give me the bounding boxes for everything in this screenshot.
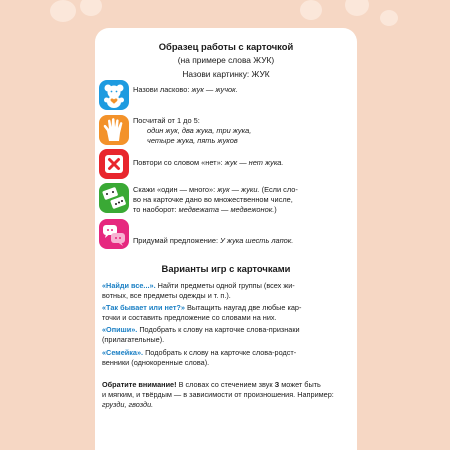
step4-line3-label: то наоборот: — [133, 205, 177, 214]
game-describe-text1: Подобрать к слову на карточке слова-признаки — [139, 325, 300, 334]
game-family-text2: венники (однокоренные слова). — [102, 358, 210, 368]
game-family-text1: Подобрать к слову на карточке слова-родст- — [145, 348, 297, 357]
game-family-name: «Семейка». — [102, 348, 144, 357]
teddy-bear-icon — [99, 80, 129, 110]
games-title: Варианты игр с карточками — [161, 263, 291, 274]
game-describe-text2: (прилагательные). — [102, 335, 165, 345]
step4-line2: во на карточке дано во множественном числе, — [133, 195, 293, 204]
cross-icon — [99, 149, 129, 179]
step4-label: Скажи «один — много»: — [133, 185, 216, 194]
step3-example: жук — нет жука. — [224, 158, 284, 167]
game-happens-or-not — [102, 303, 352, 323]
hand-icon — [99, 115, 129, 145]
game-find-all-name: «Найди все...». — [102, 281, 156, 290]
step4-note-start: (Если сло- — [261, 185, 298, 194]
step4-line3-example: медвежата — медвежонок. — [178, 205, 275, 214]
step1-example: жук — жучок. — [191, 85, 238, 94]
sample-title: Образец работы с карточкой — [158, 41, 294, 52]
game-happens-text2: точки и составить предложение со словами на них. — [102, 313, 277, 323]
name-picture-line: Назови картинку: ЖУК — [182, 69, 270, 79]
attention-note — [102, 380, 352, 411]
attention-text1b: может быть — [281, 380, 321, 389]
game-family — [102, 348, 352, 368]
attention-examples: грузди, гвозди. — [102, 400, 154, 410]
game-describe — [102, 325, 352, 345]
game-happens-name: «Так бывает или нет?» — [102, 303, 185, 312]
attention-text2: и мягким, и твёрдым — в зависимости от произношения. Например: — [102, 390, 334, 400]
step5-example: У жука шесть лапок. — [220, 236, 294, 245]
game-find-all — [102, 281, 352, 301]
instruction-card-page — [95, 28, 357, 450]
sample-subtitle: (на примере слова ЖУК) — [177, 55, 275, 65]
domino-icon — [99, 183, 129, 213]
step3-label: Повтори со словом «нет»: — [133, 158, 223, 167]
game-happens-text1: Вытащить наугад две любые кар- — [186, 303, 302, 312]
attention-heading: Обратите внимание! — [102, 380, 177, 389]
game-describe-name: «Опиши». — [102, 325, 138, 334]
step4-example: жук — жуки. — [217, 185, 260, 194]
step4-line3-close: ) — [274, 205, 277, 214]
step2-line1: один жук, два жука, три жука, — [147, 126, 252, 135]
game-find-all-text2: вотных, все предметы одежды и т. п.). — [102, 291, 231, 301]
attention-text1: В словах со стечением звук — [178, 380, 273, 389]
game-find-all-text1: Найти предметы одной группы (всех жи- — [157, 281, 295, 290]
step2-label: Посчитай от 1 до 5: — [133, 116, 200, 125]
step2-line2: четыре жука, пять жуков — [147, 136, 238, 145]
attention-letter: З — [274, 380, 280, 389]
step5-label: Придумай предложение: — [133, 236, 219, 245]
chat-bubbles-icon — [99, 219, 129, 249]
step1-label: Назови ласково: — [133, 85, 190, 94]
